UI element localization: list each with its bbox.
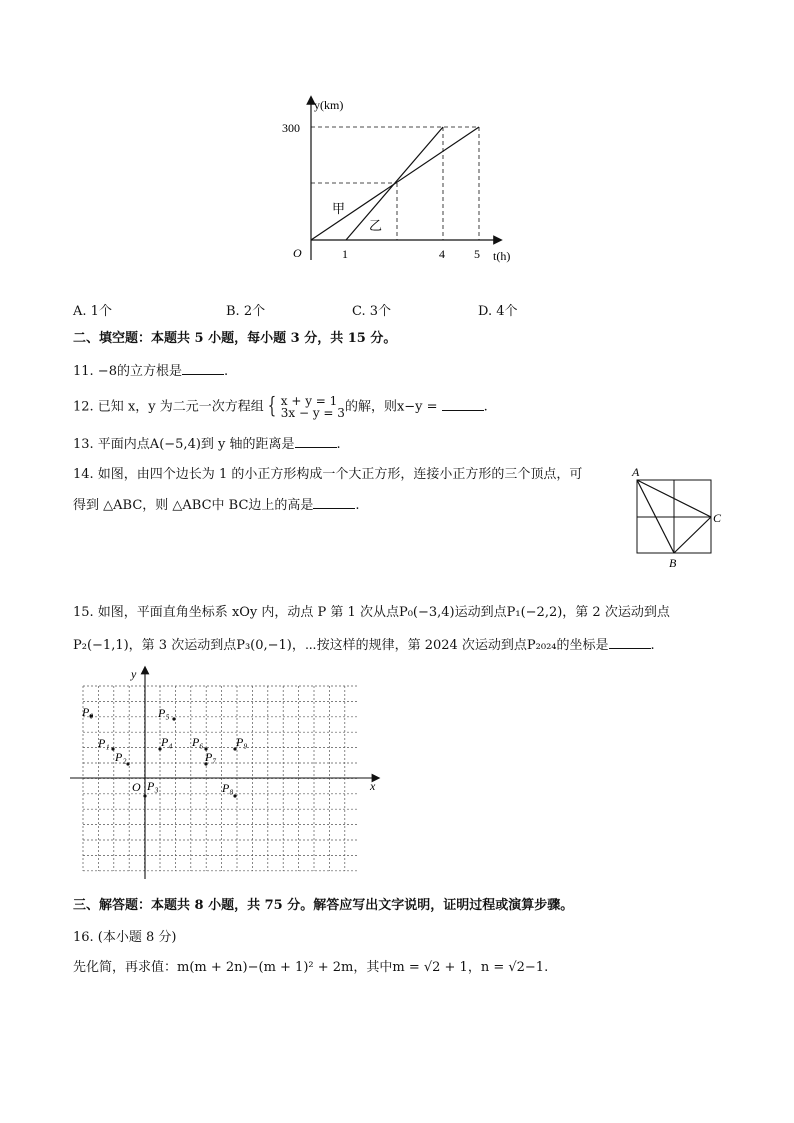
label-p7: P₇ <box>205 750 217 764</box>
label-p8: P₈ <box>222 781 234 795</box>
x-tick-1: 1 <box>342 247 348 261</box>
label-p2: P₂ <box>115 750 127 764</box>
grid-origin-label: O <box>132 780 141 794</box>
answer-blank-12[interactable] <box>442 398 484 411</box>
label-p9: P₉ <box>236 735 248 749</box>
x-tick-4: 4 <box>439 247 445 261</box>
side-bc <box>674 517 711 553</box>
question-15-line1: 15. 如图，平面直角坐标系 xOy 内，动点 P 第 1 次从点P₀(−3,4)运动到点P₁(−2,2)，第 2 次运动到点 <box>73 605 670 620</box>
label-p0: P₀ <box>82 705 94 719</box>
label-yi: 乙 <box>369 218 383 233</box>
vertex-a-label: A <box>632 465 640 479</box>
grid-y-label: y <box>131 667 137 681</box>
triangle-grid-figure <box>628 464 728 572</box>
answer-blank-15[interactable] <box>609 636 651 649</box>
question-14-line1: 14. 如图，由四个边长为 1 的小正方形构成一个大正方形，连接小正方形的三个顶点，可 <box>73 467 583 482</box>
label-p1: P₁ <box>98 736 110 750</box>
section-2-title: 二、填空题：本题共 5 小题，每小题 3 分，共 15 分。 <box>73 331 397 346</box>
y-axis-label: y(km) <box>314 98 344 112</box>
label-p4: P₄ <box>161 735 173 749</box>
answer-blank-13[interactable] <box>295 435 337 448</box>
question-16-body: 先化简，再求值：m(m + 2n)−(m + 1)² + 2m，其中m = √2 + 1，n = √2−1. <box>73 960 549 975</box>
label-p6: P₆ <box>192 735 204 749</box>
question-11: 11. −8的立方根是 . <box>73 364 229 379</box>
question-15-line2: P₂(−1,1)，第 3 次运动到点P₃(0,−1)，⋯按这样的规律，第 2024 次运动到点P₂₀₂₄的坐标是 . <box>73 638 655 653</box>
answer-blank-14[interactable] <box>313 496 355 509</box>
option-c[interactable]: C. 3个 <box>352 304 392 319</box>
section-3-title: 三、解答题：本题共 8 小题，共 75 分。解答应写出文字说明，证明过程或演算步骤。 <box>73 898 574 913</box>
answer-blank-11[interactable] <box>182 362 224 375</box>
label-jia: 甲 <box>332 201 346 216</box>
option-b[interactable]: B. 2个 <box>226 304 266 319</box>
x-tick-5: 5 <box>474 247 480 261</box>
question-13: 13. 平面内点A(−5,4)到 y 轴的距离是 . <box>73 437 341 452</box>
option-a[interactable]: A. 1个 <box>73 304 112 319</box>
label-p3: P₃ <box>147 779 159 793</box>
question-14-line2: 得到 △ABC，则 △ABC中 BC边上的高是 . <box>73 498 360 513</box>
grid-x-label: x <box>370 779 376 793</box>
vertex-b-label: B <box>669 556 677 570</box>
option-d[interactable]: D. 4个 <box>478 304 518 319</box>
line-yi <box>346 127 443 240</box>
coordinate-grid-figure <box>68 664 388 884</box>
y-tick-300: 300 <box>282 121 300 135</box>
label-p5: P₅ <box>158 706 170 720</box>
origin-label: O <box>293 246 302 260</box>
question-12: 12. 已知 x，y 为二元一次方程组 { x + y = 1 3x − y = 3 的解，则x−y = . <box>73 394 488 420</box>
x-axis-label: t(h) <box>493 249 511 263</box>
question-16-title: 16. (本小题 8 分) <box>73 930 177 945</box>
vertex-c-label: C <box>713 511 722 525</box>
distance-time-graph <box>280 92 520 267</box>
equation-system: x + y = 1 3x − y = 3 <box>280 394 345 420</box>
